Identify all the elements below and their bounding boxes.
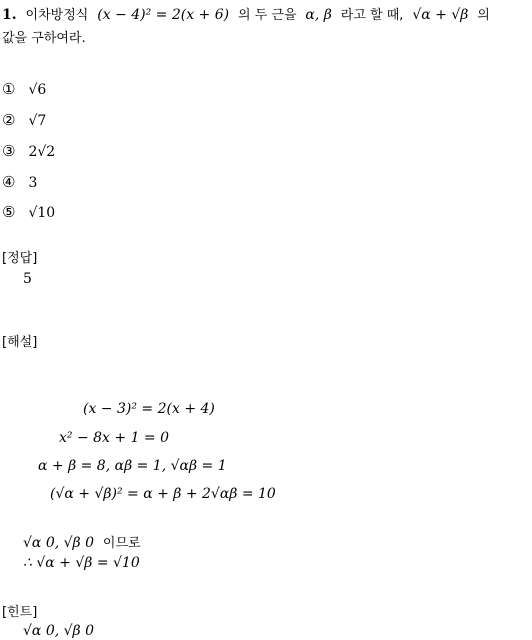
explanation-line-1: (x − 3)² = 2(x + 4) (83, 401, 215, 417)
choice-value: √6 (28, 82, 47, 98)
condition-math: √α 0, √β 0 (23, 535, 95, 551)
choice-mark: ④ (2, 173, 16, 191)
choice-mark: ② (2, 111, 16, 129)
question-expression: √α + √β (412, 7, 469, 23)
choice-value: √7 (28, 113, 47, 129)
hint-text: √α 0, √β 0 (23, 623, 95, 639)
choice-mark: ③ (2, 142, 16, 160)
hint-label: [힌트] (2, 605, 38, 620)
choice-5[interactable] (2, 203, 55, 221)
question-mid2: 라고 할 때, (340, 8, 404, 23)
question-number: 1. (2, 7, 17, 23)
choice-mark: ① (2, 80, 16, 98)
question-vars: α, β (305, 7, 332, 23)
explanation-line-2: x² − 8x + 1 = 0 (59, 430, 170, 446)
choice-value: 2√2 (28, 144, 56, 160)
condition-text: 이므로 (102, 536, 141, 551)
question-line-1 (2, 4, 490, 23)
choice-1[interactable] (2, 80, 46, 98)
question-suffix: 의 (477, 8, 490, 23)
choice-3[interactable] (2, 142, 55, 160)
answer-label: [정답] (2, 251, 38, 266)
explanation-line-4: (√α + √β)² = α + β + 2√αβ = 10 (50, 486, 276, 502)
question-mid: 의 두 근을 (238, 8, 297, 23)
explanation-condition (23, 532, 141, 551)
explanation-conclusion: ∴ √α + √β = √10 (23, 555, 140, 571)
choice-value: 3 (28, 175, 38, 191)
explanation-line-3: α + β = 8, αβ = 1, √αβ = 1 (38, 458, 227, 474)
choice-4[interactable] (2, 173, 37, 191)
choice-mark: ⑤ (2, 203, 16, 221)
choice-value: √10 (28, 205, 56, 221)
answer-value: 5 (23, 271, 32, 287)
question-equation: (x − 4)² = 2(x + 6) (97, 7, 230, 23)
choice-2[interactable] (2, 111, 46, 129)
explanation-label: [해설] (2, 335, 38, 350)
question-line-2: 값을 구하여라. (2, 31, 86, 46)
question-prefix: 이차방정식 (25, 8, 89, 23)
